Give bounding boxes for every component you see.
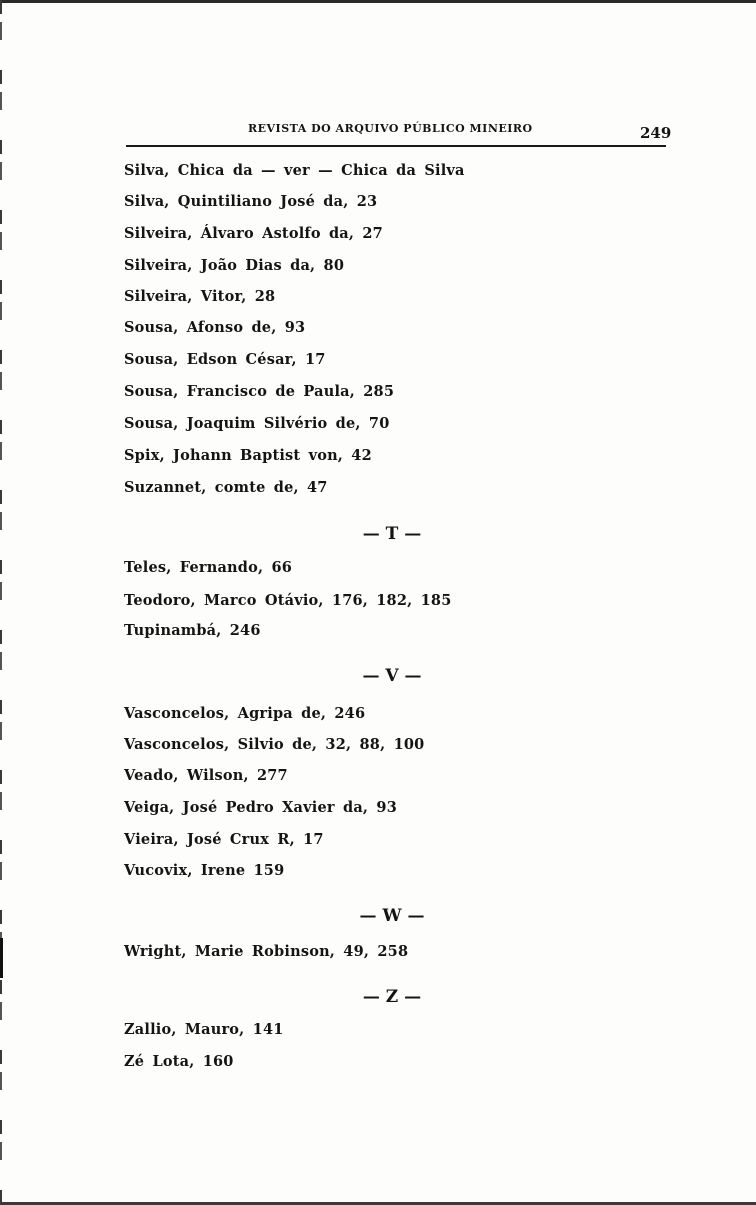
- page-number: 249: [640, 124, 672, 142]
- index-entry: Teodoro, Marco Otávio, 176, 182, 185: [124, 592, 452, 609]
- scan-edge-mark: [0, 938, 3, 978]
- scan-left-edge: [0, 0, 2, 1205]
- index-entry: Veiga, José Pedro Xavier da, 93: [124, 799, 397, 816]
- index-entry: Suzannet, comte de, 47: [124, 479, 328, 496]
- index-entry: Vasconcelos, Agripa de, 246: [124, 705, 366, 722]
- index-entry: Sousa, Francisco de Paula, 285: [124, 383, 395, 400]
- section-heading-v: — V —: [362, 666, 422, 686]
- index-entry: Vieira, José Crux R, 17: [124, 831, 324, 848]
- index-entry: Sousa, Joaquim Silvério de, 70: [124, 415, 390, 432]
- running-title: REVISTA DO ARQUIVO PÚBLICO MINEIRO: [248, 122, 533, 135]
- index-entry: Silveira, João Dias da, 80: [124, 257, 345, 274]
- index-entry: Silveira, Álvaro Astolfo da, 27: [124, 225, 383, 242]
- section-heading-z: — Z —: [362, 987, 422, 1007]
- index-entry: Wright, Marie Robinson, 49, 258: [124, 943, 409, 960]
- index-entry: Vucovix, Irene 159: [124, 862, 285, 879]
- index-entry: Zé Lota, 160: [124, 1053, 234, 1070]
- index-entry: Silva, Chica da — ver — Chica da Silva: [124, 162, 465, 179]
- index-entry: Silveira, Vitor, 28: [124, 288, 276, 305]
- index-entry: Teles, Fernando, 66: [124, 559, 293, 576]
- index-entry: Sousa, Afonso de, 93: [124, 319, 306, 336]
- section-heading-w: — W —: [359, 906, 425, 926]
- index-entry: Zallio, Mauro, 141: [124, 1021, 284, 1038]
- section-heading-t: — T —: [362, 524, 422, 544]
- index-entry: Veado, Wilson, 277: [124, 767, 288, 784]
- index-entry: Tupinambá, 246: [124, 622, 261, 639]
- index-entry: Sousa, Edson César, 17: [124, 351, 326, 368]
- header-rule: [126, 145, 666, 147]
- index-entry: Vasconcelos, Silvio de, 32, 88, 100: [124, 736, 425, 753]
- index-entry: Spix, Johann Baptist von, 42: [124, 447, 372, 464]
- index-entry: Silva, Quintiliano José da, 23: [124, 193, 378, 210]
- scan-top-edge: [0, 0, 756, 3]
